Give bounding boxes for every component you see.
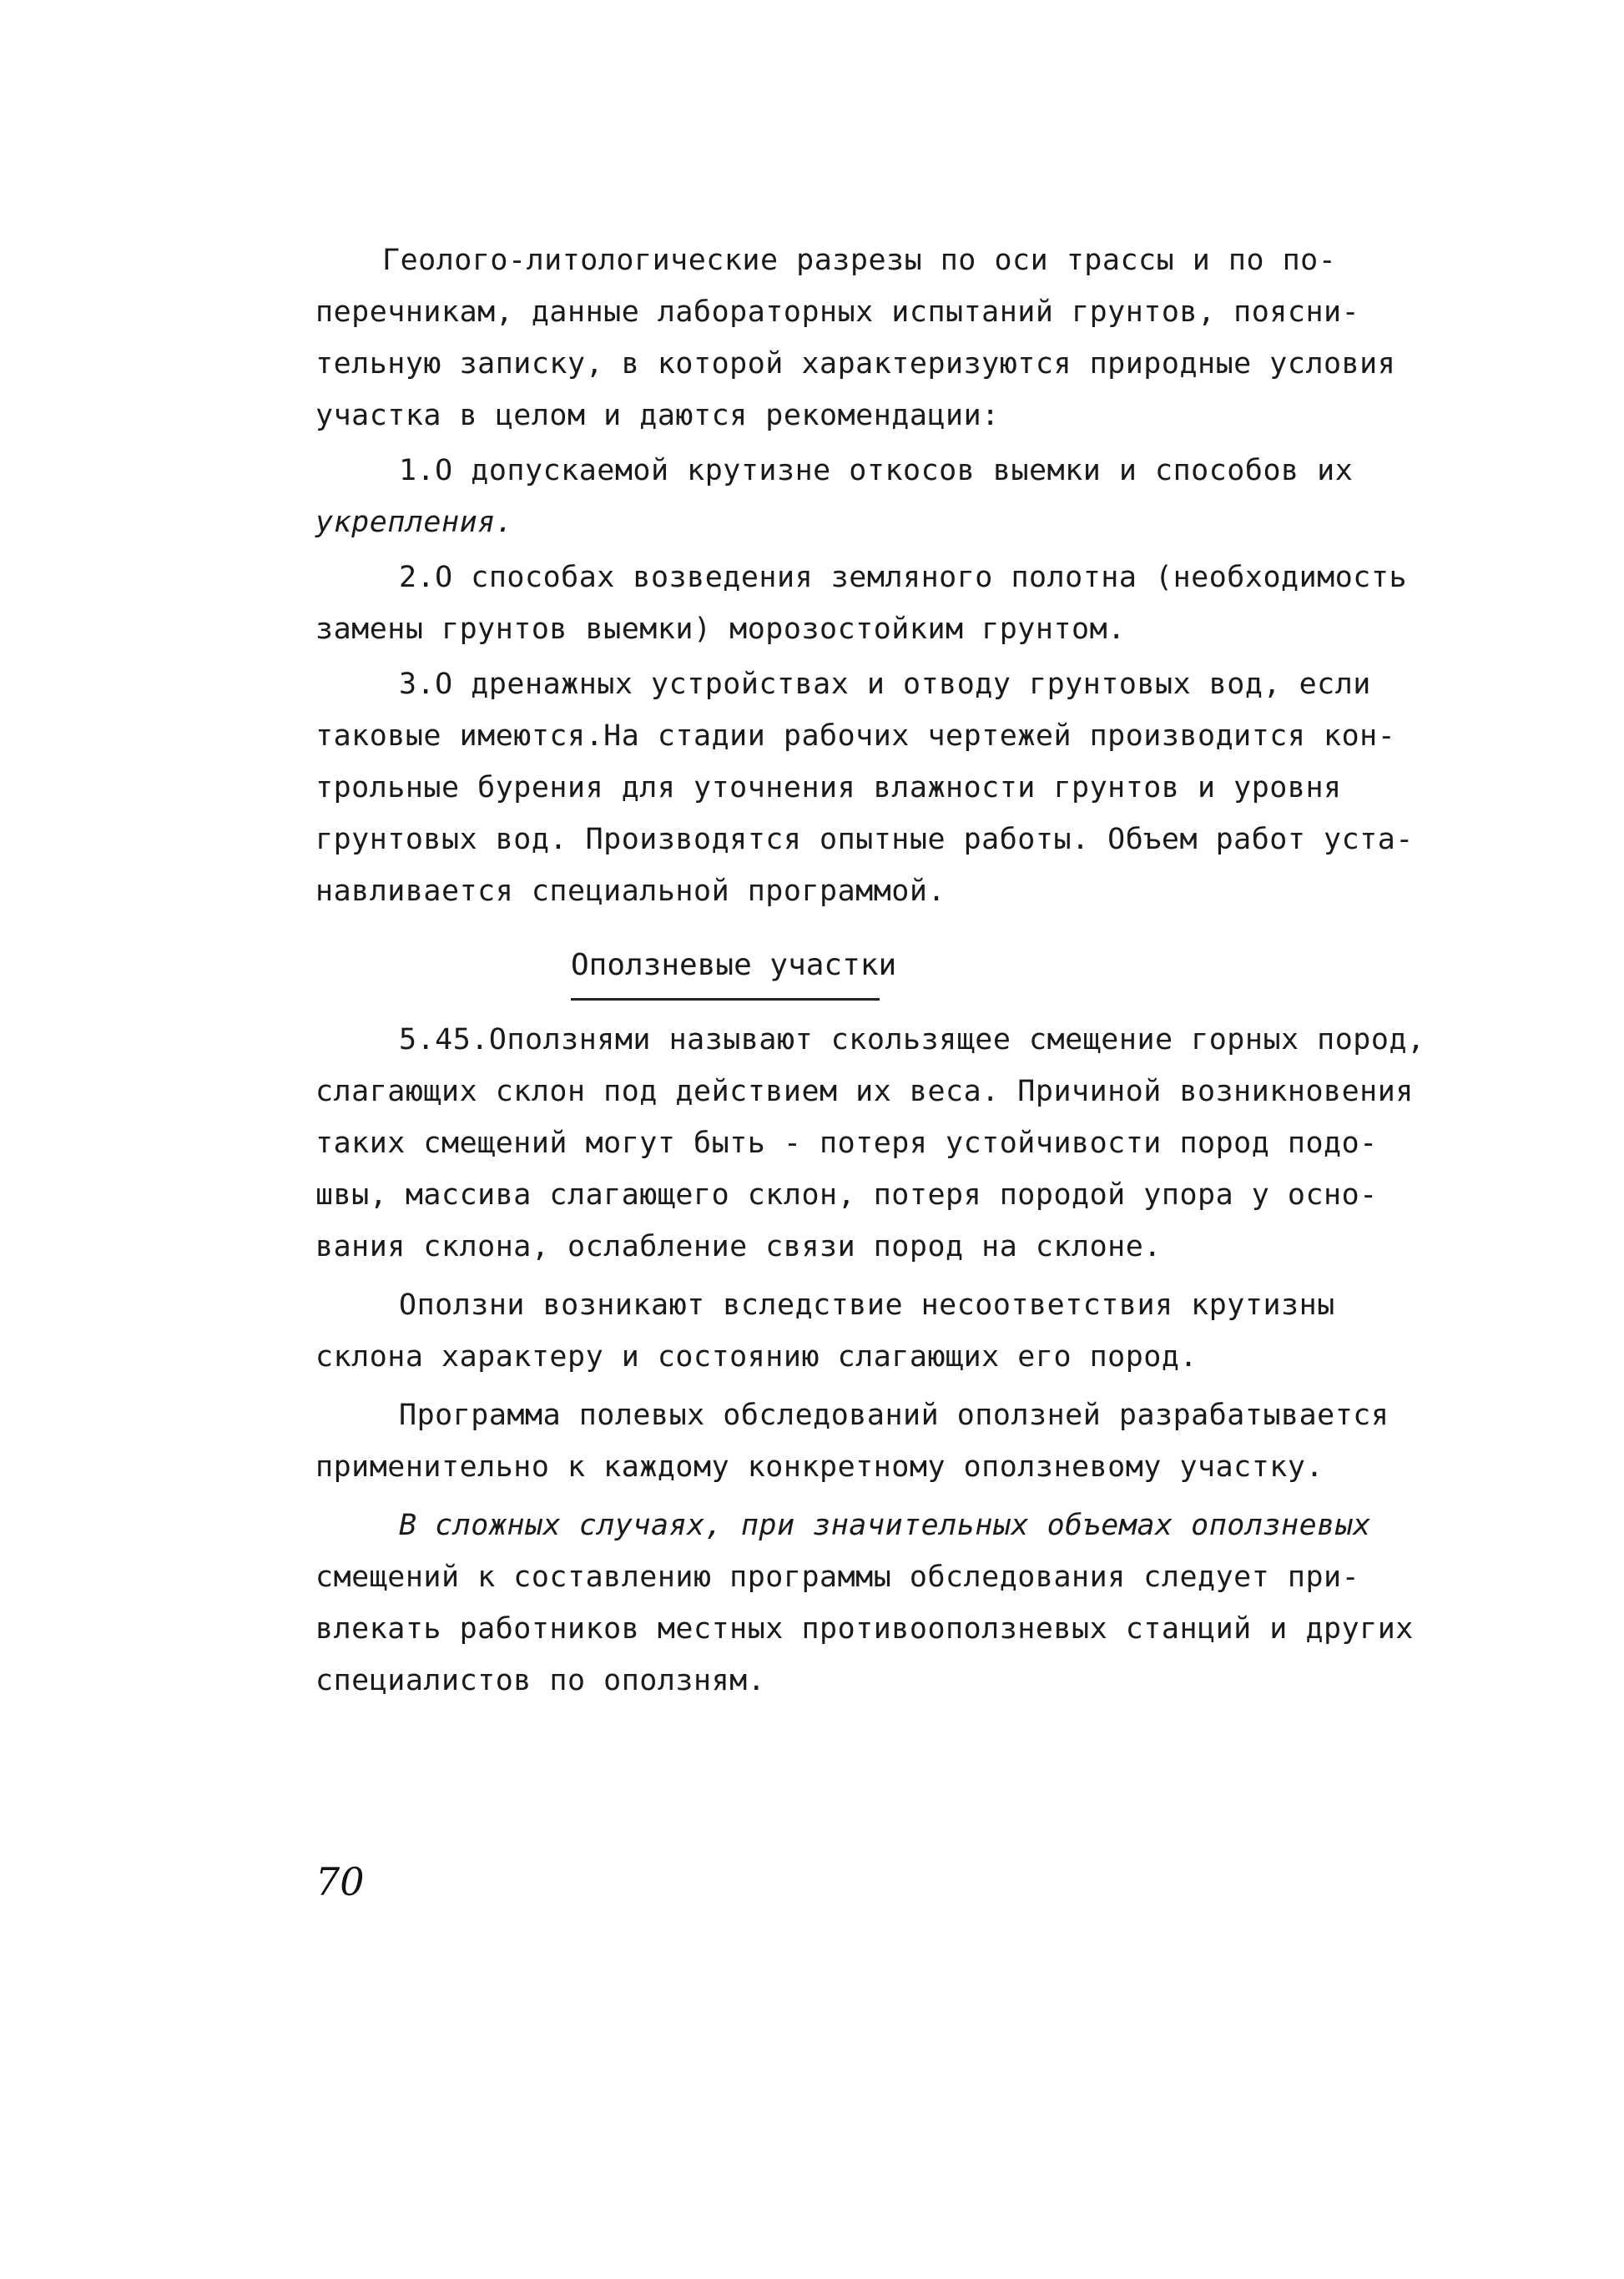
text-line: смещений к составлению программы обследования следует при- xyxy=(315,1561,1360,1594)
text-line: перечникам, данные лабораторных испытаний грунтов, поясни- xyxy=(315,295,1360,329)
text-line: тельную записку, в которой характеризуются природные условия xyxy=(315,347,1396,381)
text-line: замены грунтов выемки) морозостойким грунтом. xyxy=(315,613,1126,646)
text-line: 2.О способах возведения земляного полотна (необходимость xyxy=(399,561,1408,594)
text-line: В сложных случаях, при значительных объемах оползневых xyxy=(399,1509,1371,1542)
text-line: участка в целом и даются рекомендации: xyxy=(315,399,1000,432)
page-number: 70 xyxy=(315,1859,365,1904)
text-line: 3.О дренажных устройствах и отводу грунтовых вод, если xyxy=(399,668,1371,701)
heading-underline xyxy=(571,998,880,1001)
text-line: склона характеру и состоянию слагающих его пород. xyxy=(315,1340,1198,1374)
text-line: Программа полевых обследований оползней разрабатывается xyxy=(399,1399,1389,1432)
text-line: навливается специальной программой. xyxy=(315,875,946,908)
text-line: применительно к каждому конкретному оползневому участку. xyxy=(315,1450,1324,1484)
text-line: швы, массива слагающего склон, потеря породой упора у осно- xyxy=(315,1178,1378,1212)
text-line: таких смещений могут быть - потеря устойчивости пород подо- xyxy=(315,1127,1378,1160)
text-line: влекать работников местных противооползневых станций и других xyxy=(315,1612,1414,1646)
text-line: вания склона, ослабление связи пород на склоне. xyxy=(315,1230,1162,1263)
text-line: таковые имеются.На стадии рабочих чертежей производится кон- xyxy=(315,719,1396,753)
text-line: Геолого-литологические разрезы по оси трассы и по по- xyxy=(382,244,1337,277)
text-line: слагающих склон под действием их веса. Причиной возникновения xyxy=(315,1075,1414,1108)
text-line: специалистов по оползням. xyxy=(315,1664,766,1697)
section-heading: Оползневые участки xyxy=(571,948,897,982)
text-line: грунтовых вод. Производятся опытные работы. Объем работ уста- xyxy=(315,823,1414,856)
text-line: трольные бурения для уточнения влажности грунтов и уровня xyxy=(315,771,1342,804)
text-line: 5.45.Оползнями называют скользящее смещение горных пород, xyxy=(399,1023,1425,1056)
text-line: укрепления. xyxy=(315,506,514,539)
text-line: 1.О допускаемой крутизне откосов выемки и способов их xyxy=(399,454,1354,487)
text-line: Оползни возникают вследствие несоответствия крутизны xyxy=(399,1288,1335,1322)
